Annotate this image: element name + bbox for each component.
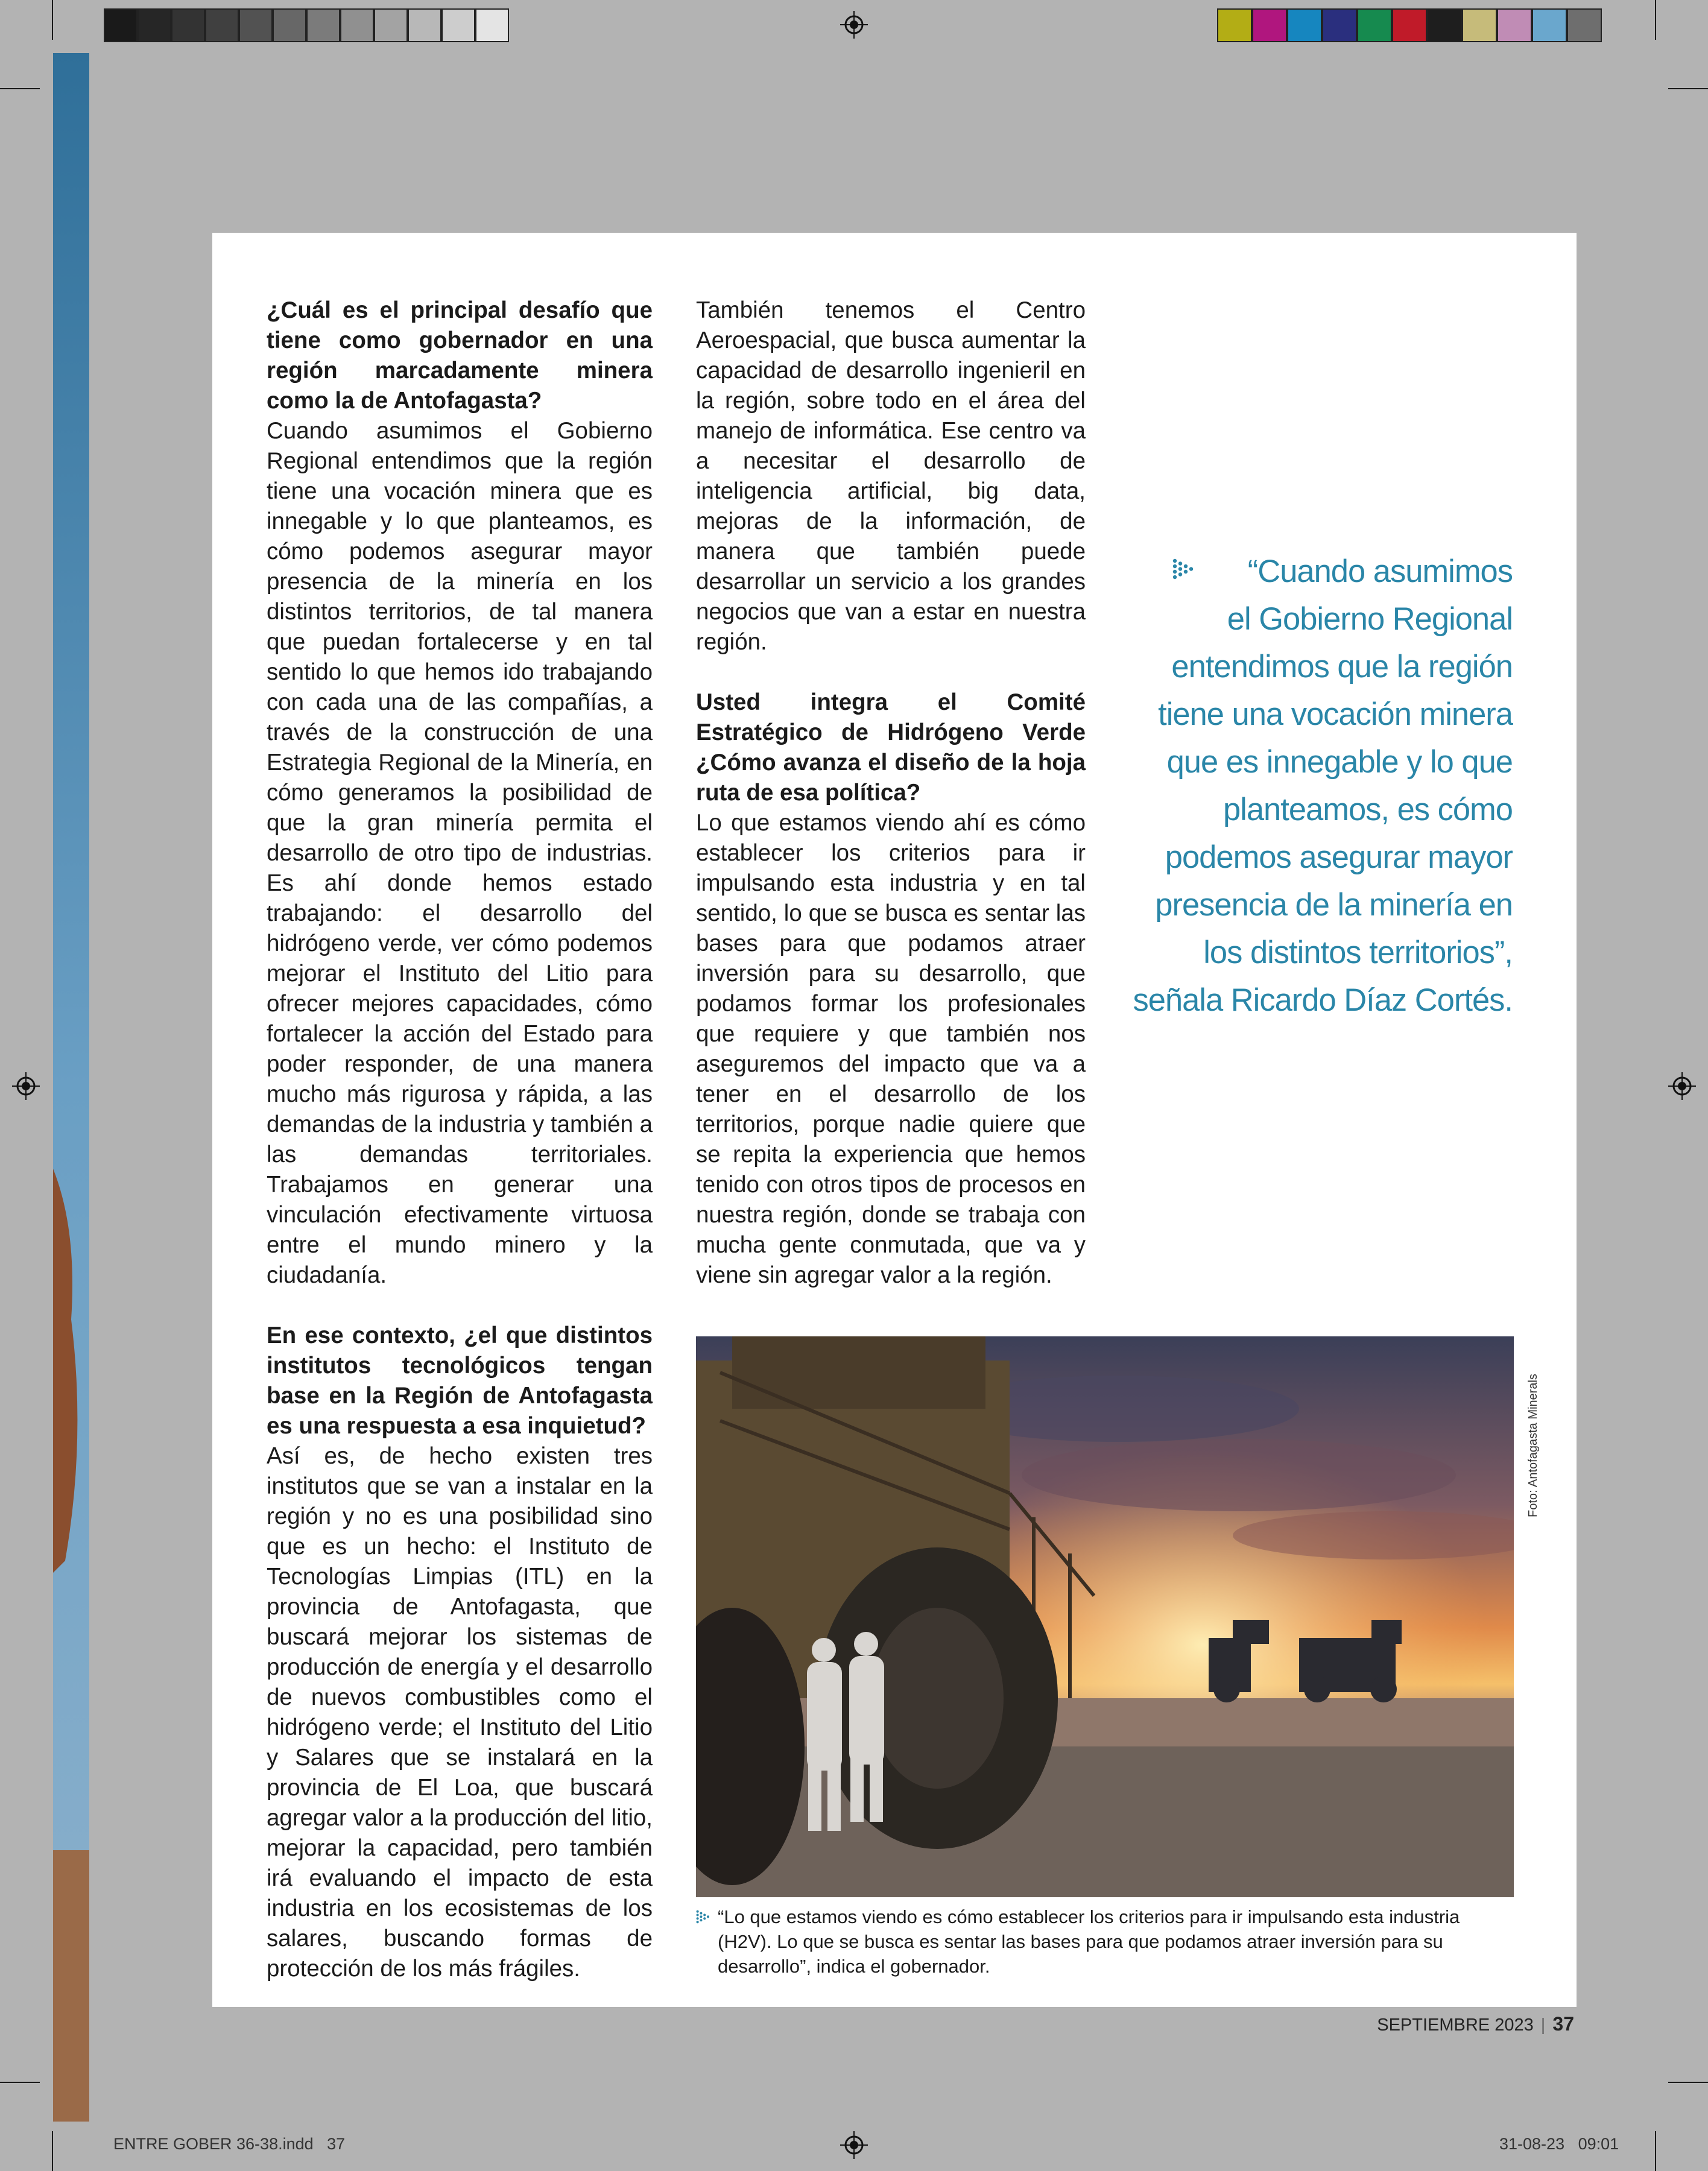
bleed-photo-strip — [53, 53, 89, 2122]
caption-text: “Lo que estamos viendo es cómo establecer los criterios para ir impulsando esta industria (H2V). Lo que se busca es sentar las bases para que podamos atraer inversión para su desarrollo”, indica el gobernador. — [718, 1906, 1460, 1977]
crop-mark — [1668, 2082, 1708, 2083]
grayscale-swatch — [475, 8, 509, 42]
color-swatch — [1497, 8, 1532, 42]
grayscale-swatch — [239, 8, 273, 42]
crop-mark — [0, 2082, 40, 2083]
pull-quote-line: podemos asegurar mayor — [1165, 839, 1513, 875]
folio-issue-date: SEPTIEMBRE 2023 — [1377, 2015, 1534, 2035]
crop-mark — [1655, 0, 1656, 40]
registration-mark-icon — [1668, 1072, 1696, 1100]
mining-truck-photo — [696, 1336, 1514, 1897]
color-swatch — [1427, 8, 1462, 42]
color-swatch — [1217, 8, 1252, 42]
grayscale-swatch — [441, 8, 475, 42]
color-swatch — [1462, 8, 1497, 42]
folio-separator: | — [1540, 2015, 1546, 2035]
magazine-page — [212, 233, 1577, 2007]
pull-quote-line: planteamos, es cómo — [1222, 792, 1513, 827]
crop-mark — [52, 0, 53, 40]
photo-credit: Foto: Antofagasta Minerals — [1526, 1374, 1540, 1517]
slug-datetime: 31-08-23 09:01 — [1499, 2135, 1619, 2153]
pull-quote-line: presencia de la minería en — [1155, 887, 1513, 923]
crop-mark — [0, 88, 40, 89]
interview-answer: También tenemos el Centro Aeroespacial, que busca aumentar la capacidad de desarrollo ingenieril en la región, sobre todo en el área del manejo de informática. Ese centro va a necesitar el desarrollo de inteligencia artificial, big data, mejoras de la información, de manera que también puede desarrollar un servicio a los grandes negocios que van a estar en nuestra región. — [696, 297, 1086, 655]
interview-question: ¿Cuál es el principal desafío que tiene como gobernador en una región marcadamente minera como la de Antofagasta? — [267, 297, 653, 414]
grayscale-swatch — [138, 8, 171, 42]
pull-quote-line: señala Ricardo Díaz Cortés. — [1133, 982, 1513, 1018]
pull-quote-line: “Cuando asumimos — [1247, 554, 1513, 589]
article-column-1 — [267, 295, 653, 1984]
grayscale-swatch — [306, 8, 340, 42]
color-swatch — [1252, 8, 1287, 42]
crop-mark — [1655, 2131, 1656, 2171]
page-number: 37 — [1552, 2013, 1574, 2035]
pull-quote-line: que es innegable y lo que — [1166, 744, 1513, 780]
registration-mark-icon — [840, 11, 868, 39]
grayscale-swatch — [408, 8, 441, 42]
slug-filename: ENTRE GOBER 36-38.indd 37 — [113, 2135, 346, 2153]
pull-quote-line: tiene una vocación minera — [1158, 697, 1513, 732]
color-swatch — [1357, 8, 1392, 42]
interview-answer: Así es, de hecho existen tres institutos que se van a instalar en la región y no es una posibilidad sino que es un hecho: el Instituto de Tecnologías Limpias (ITL) en la provincia de Antofagasta, que buscará mejorar los sistemas de producción de energía y el desarrollo de nuevos combustibles como el hidrógeno verde; el Instituto del Litio y Salares que se instalará en la provincia de El Loa, que buscará agregar valor a la producción del litio, mejorar la capacidad, pero también irá evaluando el impacto de esta industria en los ecosistemas de los salares, buscando formas de protección de los más frágiles. — [267, 1443, 653, 1982]
pull-quote-line: entendimos que la región — [1171, 649, 1513, 684]
pull-quote — [1109, 548, 1513, 1024]
crop-mark — [52, 2131, 53, 2171]
pull-quote-line: los distintos territorios”, — [1203, 935, 1513, 970]
interview-question: Usted integra el Comité Estratégico de Hidrógeno Verde ¿Cómo avanza el diseño de la hoja ruta de esa política? — [696, 689, 1086, 806]
color-swatch — [1322, 8, 1357, 42]
grayscale-swatch — [171, 8, 205, 42]
grayscale-swatch — [340, 8, 374, 42]
grayscale-swatch — [374, 8, 408, 42]
color-swatch — [1532, 8, 1567, 42]
interview-question: En ese contexto, ¿el que distintos institutos tecnológicos tengan base en la Región de Antofagasta es una respuesta a esa inquietud? — [267, 1323, 653, 1439]
interview-answer: Lo que estamos viendo ahí es cómo establecer los criterios para ir impulsando esta industria y en tal sentido, lo que se busca es sentar las bases para que podamos atraer inversión para su desarrollo, que podamos formar los profesionales que requiere y que también nos aseguremos del impacto que va a tener en el desarrollo de los territorios, porque nadie quiere que se repita la experiencia que hemos tenido con otros tipos de procesos en nuestra región, donde se trabaja con mucha gente conmutada, que va y viene sin agregar valor a la región. — [696, 810, 1086, 1288]
page-folio — [1327, 2013, 1574, 2035]
interview-answer: Cuando asumimos el Gobierno Regional entendimos que la región tiene una vocación minera que es innegable y lo que planteamos, es cómo podemos asegurar mayor presencia de la minería en los distintos territorios, de tal manera que puedan fortalecerse y en tal sentido lo que hemos ido trabajando con cada una de las compañías, a través de la construcción de una Estrategia Regional de la Minería, en cómo generamos la posibilidad de que la gran minería permita el desarrollo de otro tipo de industrias. Es ahí donde hemos estado trabajando: el desarrollo del hidrógeno verde, ver cómo podemos mejorar el Instituto del Litio para ofrecer mejores capacidades, cómo fortalecer la acción del Estado para poder responder, de una manera mucho más rigurosa y rápida, a las demandas de la industria y también a las demandas territoriales. Trabajamos en generar una vinculación efectivamente virtuosa entre el mundo minero y la ciudadanía. — [267, 418, 653, 1288]
grayscale-swatch — [273, 8, 306, 42]
quote-dots-icon — [1172, 558, 1193, 583]
photo-caption — [696, 1904, 1515, 1979]
registration-mark-icon — [840, 2131, 868, 2159]
grayscale-swatch — [205, 8, 239, 42]
color-swatch — [1567, 8, 1602, 42]
grayscale-swatch — [104, 8, 138, 42]
color-swatch — [1392, 8, 1427, 42]
pull-quote-line: el Gobierno Regional — [1227, 601, 1513, 637]
article-column-2 — [696, 295, 1086, 1291]
caption-dots-icon — [696, 1909, 709, 1926]
color-swatch — [1287, 8, 1322, 42]
registration-mark-icon — [12, 1072, 40, 1100]
crop-mark — [1668, 88, 1708, 89]
